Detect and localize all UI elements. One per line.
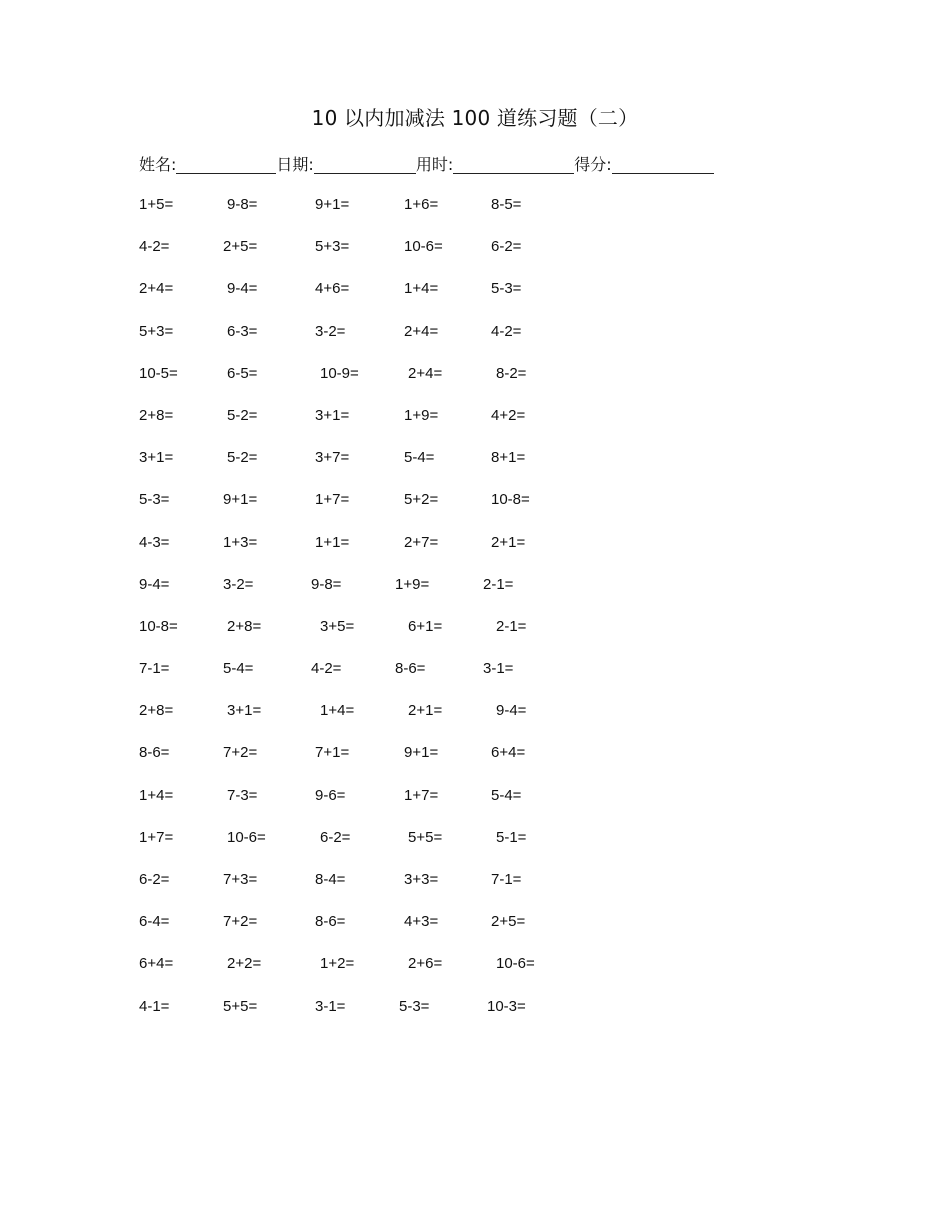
- problem-item: 3-2=: [315, 322, 346, 340]
- problem-item: 1+2=: [320, 955, 355, 973]
- student-info-row: [139, 152, 714, 175]
- problem-item: 2+5=: [491, 913, 526, 931]
- problem-item: 3+1=: [227, 702, 262, 720]
- problem-item: 7-1=: [139, 660, 170, 678]
- problem-item: 5-4=: [491, 786, 522, 804]
- problem-item: 4-2=: [491, 322, 522, 340]
- problem-item: 5+5=: [223, 997, 258, 1015]
- problem-item: 6+4=: [491, 744, 526, 762]
- problem-item: 1+1=: [315, 533, 350, 551]
- problem-item: 1+7=: [315, 491, 350, 509]
- problem-item: 6-3=: [227, 322, 258, 340]
- problem-item: 5-3=: [491, 280, 522, 298]
- problem-item: 2+8=: [139, 406, 174, 424]
- problem-item: 10-6=: [227, 828, 266, 846]
- score-blank-line[interactable]: [612, 152, 714, 174]
- problem-item: 8+1=: [491, 449, 526, 467]
- problem-item: 1+5=: [139, 196, 174, 213]
- problem-item: 1+7=: [404, 786, 439, 804]
- problem-item: 4+6=: [315, 280, 350, 298]
- problem-item: 5-4=: [404, 449, 435, 467]
- name-blank-line[interactable]: [176, 152, 276, 174]
- problem-item: 6-2=: [320, 828, 351, 846]
- problem-item: 9-6=: [315, 786, 346, 804]
- problem-item: 1+4=: [404, 280, 439, 298]
- date-field: [276, 152, 415, 175]
- problem-item: 4+3=: [404, 913, 439, 931]
- problem-item: 6+4=: [139, 955, 174, 973]
- problem-item: 4-2=: [139, 238, 170, 256]
- problem-item: 10-8=: [491, 491, 530, 509]
- problem-item: 8-2=: [496, 364, 527, 382]
- problem-item: 7+2=: [223, 913, 258, 931]
- problem-item: 3-1=: [483, 660, 514, 678]
- problem-item: 2-1=: [483, 575, 514, 593]
- problem-item: 3+3=: [404, 871, 439, 888]
- score-label: 得分:: [574, 155, 612, 174]
- time-blank-line[interactable]: [453, 152, 574, 174]
- problem-item: 4-1=: [139, 997, 170, 1015]
- problem-item: 1+9=: [395, 575, 430, 593]
- problem-item: 7-3=: [227, 786, 258, 804]
- problem-item: 2+5=: [223, 238, 258, 256]
- problem-item: 9+1=: [223, 491, 258, 509]
- problem-item: 9-8=: [311, 575, 342, 593]
- problem-item: 10-9=: [320, 364, 359, 382]
- problem-item: 8-6=: [139, 744, 170, 762]
- problem-item: 4+2=: [491, 406, 526, 424]
- problem-item: 2+4=: [139, 280, 174, 298]
- problem-item: 2+4=: [404, 322, 439, 340]
- problem-item: 9-8=: [227, 196, 258, 213]
- problem-item: 6-4=: [139, 913, 170, 931]
- problem-item: 1+4=: [320, 702, 355, 720]
- problem-item: 6+1=: [408, 617, 443, 635]
- problem-item: 2+2=: [227, 955, 262, 973]
- problem-item: 8-4=: [315, 871, 346, 888]
- time-label: 用时:: [415, 155, 454, 174]
- problem-item: 2+1=: [408, 702, 443, 720]
- problem-item: 1+9=: [404, 406, 439, 424]
- problem-item: 5-3=: [399, 997, 430, 1015]
- date-label: 日期:: [276, 155, 314, 174]
- problem-item: 2-1=: [496, 617, 527, 635]
- problem-item: 3+7=: [315, 449, 350, 467]
- problem-item: 2+6=: [408, 955, 443, 973]
- problem-item: 9-4=: [496, 702, 527, 720]
- problem-item: 1+7=: [139, 828, 174, 846]
- problem-item: 3-2=: [223, 575, 254, 593]
- problem-item: 10-8=: [139, 617, 178, 635]
- problem-item: 2+7=: [404, 533, 439, 551]
- problem-item: 10-3=: [487, 997, 526, 1015]
- problem-item: 5-3=: [139, 491, 170, 509]
- problem-item: 4-3=: [139, 533, 170, 551]
- problem-item: 9+1=: [315, 196, 350, 213]
- problem-item: 10-6=: [404, 238, 443, 256]
- problem-item: 10-6=: [496, 955, 535, 973]
- problem-item: 9-4=: [227, 280, 258, 298]
- problem-item: 5-4=: [223, 660, 254, 678]
- date-blank-line[interactable]: [314, 152, 416, 174]
- problem-item: 3+5=: [320, 617, 355, 635]
- problem-item: 5+5=: [408, 828, 443, 846]
- problem-item: 7-1=: [491, 871, 522, 888]
- problem-item: 8-6=: [315, 913, 346, 931]
- problem-item: 2+1=: [491, 533, 526, 551]
- time-field: [416, 152, 574, 175]
- problem-item: 2+8=: [139, 702, 174, 720]
- problem-item: 7+2=: [223, 744, 258, 762]
- problem-item: 7+1=: [315, 744, 350, 762]
- problem-item: 3+1=: [139, 449, 174, 467]
- problem-item: 5+2=: [404, 491, 439, 509]
- problem-item: 2+8=: [227, 617, 262, 635]
- problem-item: 9-4=: [139, 575, 170, 593]
- score-field: [574, 152, 713, 175]
- problem-item: 2+4=: [408, 364, 443, 382]
- problem-item: 5+3=: [139, 322, 174, 340]
- name-field: [139, 152, 276, 175]
- problem-item: 6-5=: [227, 364, 258, 382]
- problem-item: 5-2=: [227, 406, 258, 424]
- name-label: 姓名:: [139, 155, 177, 174]
- problem-item: 5-2=: [227, 449, 258, 467]
- problem-item: 6-2=: [139, 871, 170, 888]
- page-title: 10 以内加减法 100 道练习题（二）: [311, 106, 639, 130]
- problem-item: 8-5=: [491, 196, 522, 213]
- problem-item: 1+4=: [139, 786, 174, 804]
- problem-item: 5+3=: [315, 238, 350, 256]
- problem-item: 9+1=: [404, 744, 439, 762]
- problem-item: 8-6=: [395, 660, 426, 678]
- problem-item: 10-5=: [139, 364, 178, 382]
- problem-item: 6-2=: [491, 238, 522, 256]
- problem-item: 1+3=: [223, 533, 258, 551]
- problem-item: 4-2=: [311, 660, 342, 678]
- problem-item: 5-1=: [496, 828, 527, 846]
- problem-item: 3-1=: [315, 997, 346, 1015]
- problem-item: 3+1=: [315, 406, 350, 424]
- problem-item: 1+6=: [404, 196, 439, 213]
- problem-item: 7+3=: [223, 871, 258, 888]
